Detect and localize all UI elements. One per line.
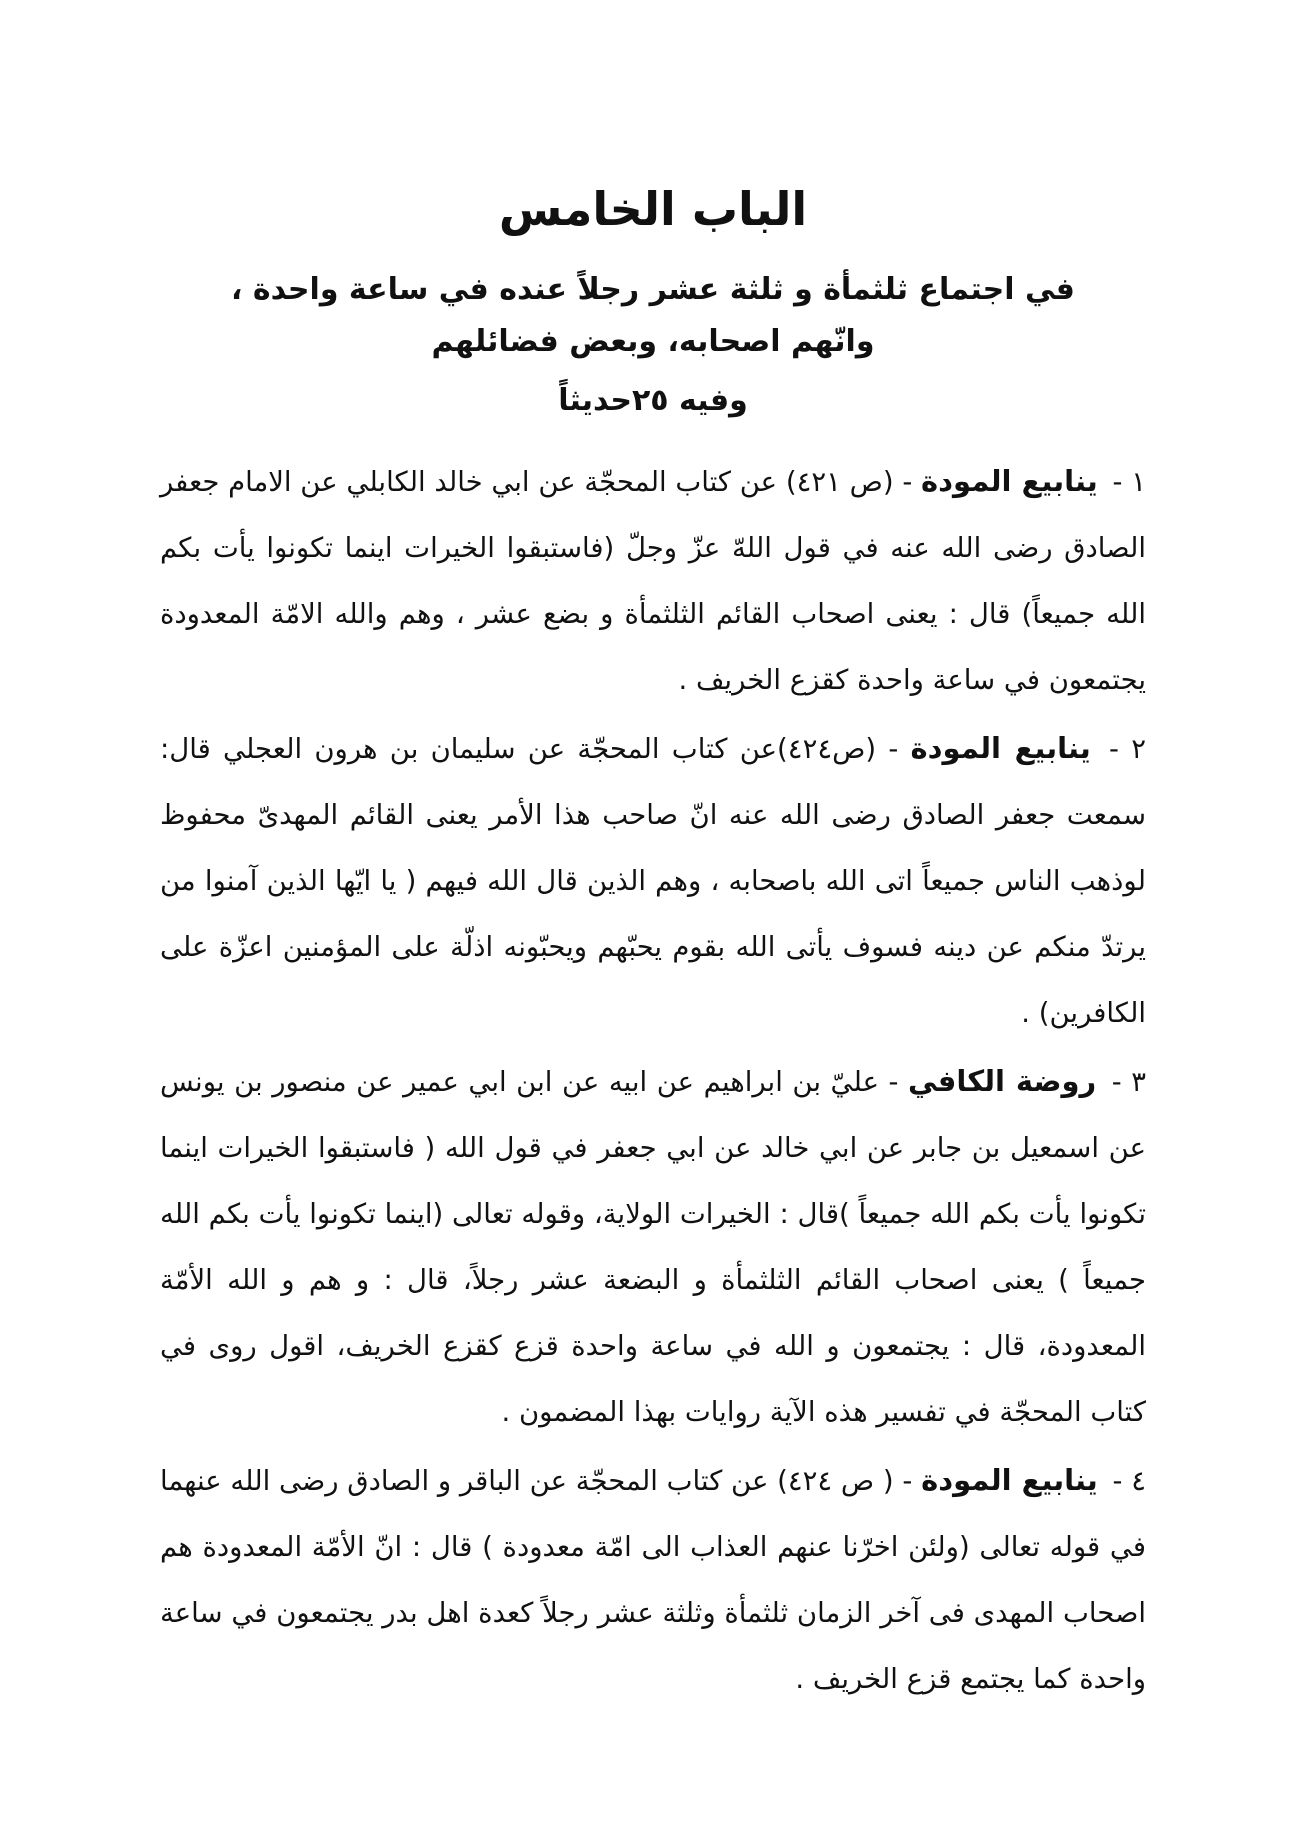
hadith-entry <box>160 715 1146 1046</box>
entry-source: ينابيع المودة <box>921 463 1098 498</box>
entry-source: روضة الكافي <box>908 1063 1097 1098</box>
hadith-entry <box>160 1447 1146 1712</box>
chapter-header <box>160 180 1146 418</box>
entry-text: - (ص٤٢٤)عن كتاب المحجّة عن سليمان بن هرون العجلي قال: سمعت جعفر الصادق رضى الله عنه انّ صاحب هذا الأمر يعنى القائم المهدىّ محفوظ لوذهب الناس جميعاً اتى الله باصحابه ، وهم الذين قال الله فيهم ( يا ايّها الذين آمنوا من يرتدّ منكم عن دينه فسوف يأتى الله بقوم يحبّهم ويحبّونه اذلّة على المؤمنين اعزّة على الكافرين) . <box>160 732 1146 1029</box>
entry-source: ينابيع المودة <box>910 730 1091 765</box>
entry-number: ٢ - <box>1109 732 1147 765</box>
hadith-entry <box>160 1048 1146 1445</box>
hadith-count: وفيه ٢٥حديثاً <box>558 382 748 418</box>
entry-text: - عليّ بن ابراهيم عن ابيه عن ابن ابي عمير عن منصور بن يونس عن اسمعيل بن جابر عن ابي خالد عن ابي جعفر في قول الله ( فاستبقوا الخيرات اينما تكونوا يأت بكم الله جميعاً )قال : الخيرات الولاية، وقوله تعالى (اينما تكونوا يأت بكم الله جميعاً ) يعنى اصحاب القائم الثلثمأة و البضعة عشر رجلاً، قال : و هم و الله الأمّة المعدودة، قال : يجتمعون و الله في ساعة واحدة قزع كقزع الخريف، اقول روى في كتاب المحجّة في تفسير هذه الآية روايات بهذا المضمون . <box>160 1065 1146 1428</box>
entry-source: ينابيع المودة <box>921 1462 1098 1497</box>
hadith-entry <box>160 448 1146 713</box>
entry-number: ١ - <box>1112 465 1146 498</box>
entry-text: - (ص ٤٢١) عن كتاب المحجّة عن ابي خالد الكابلي عن الامام جعفر الصادق رضى الله عنه في قول اللهّ عزّ وجلّ (فاستبقوا الخيرات اينما تكونوا يأت بكم الله جميعاً) قال : يعنى اصحاب القائم الثلثمأة و بضع عشر ، وهم والله الامّة المعدودة يجتمعون في ساعة واحدة كقزع الخريف . <box>160 465 1146 696</box>
chapter-title: الباب الخامس <box>498 182 808 236</box>
chapter-subtitle: في اجتماع ثلثمأة و ثلثة عشر رجلاً عنده في ساعة واحدة ، وانّهم اصحابه، وبعض فضائلهم <box>231 271 1075 360</box>
entry-number: ٤ - <box>1112 1464 1146 1497</box>
entry-text: - ( ص ٤٢٤) عن كتاب المحجّة عن الباقر و الصادق رضى الله عنهما في قوله تعالى (ولئن اخرّنا عنهم العذاب الى امّة معدودة ) قال : انّ الأمّة المعدودة هم اصحاب المهدى فى آخر الزمان ثلثمأة وثلثة عشر رجلاً كعدة اهل بدر يجتمعون في ساعة واحدة كما يجتمع قزع الخريف . <box>160 1464 1146 1695</box>
entry-number: ٣ - <box>1111 1065 1147 1098</box>
